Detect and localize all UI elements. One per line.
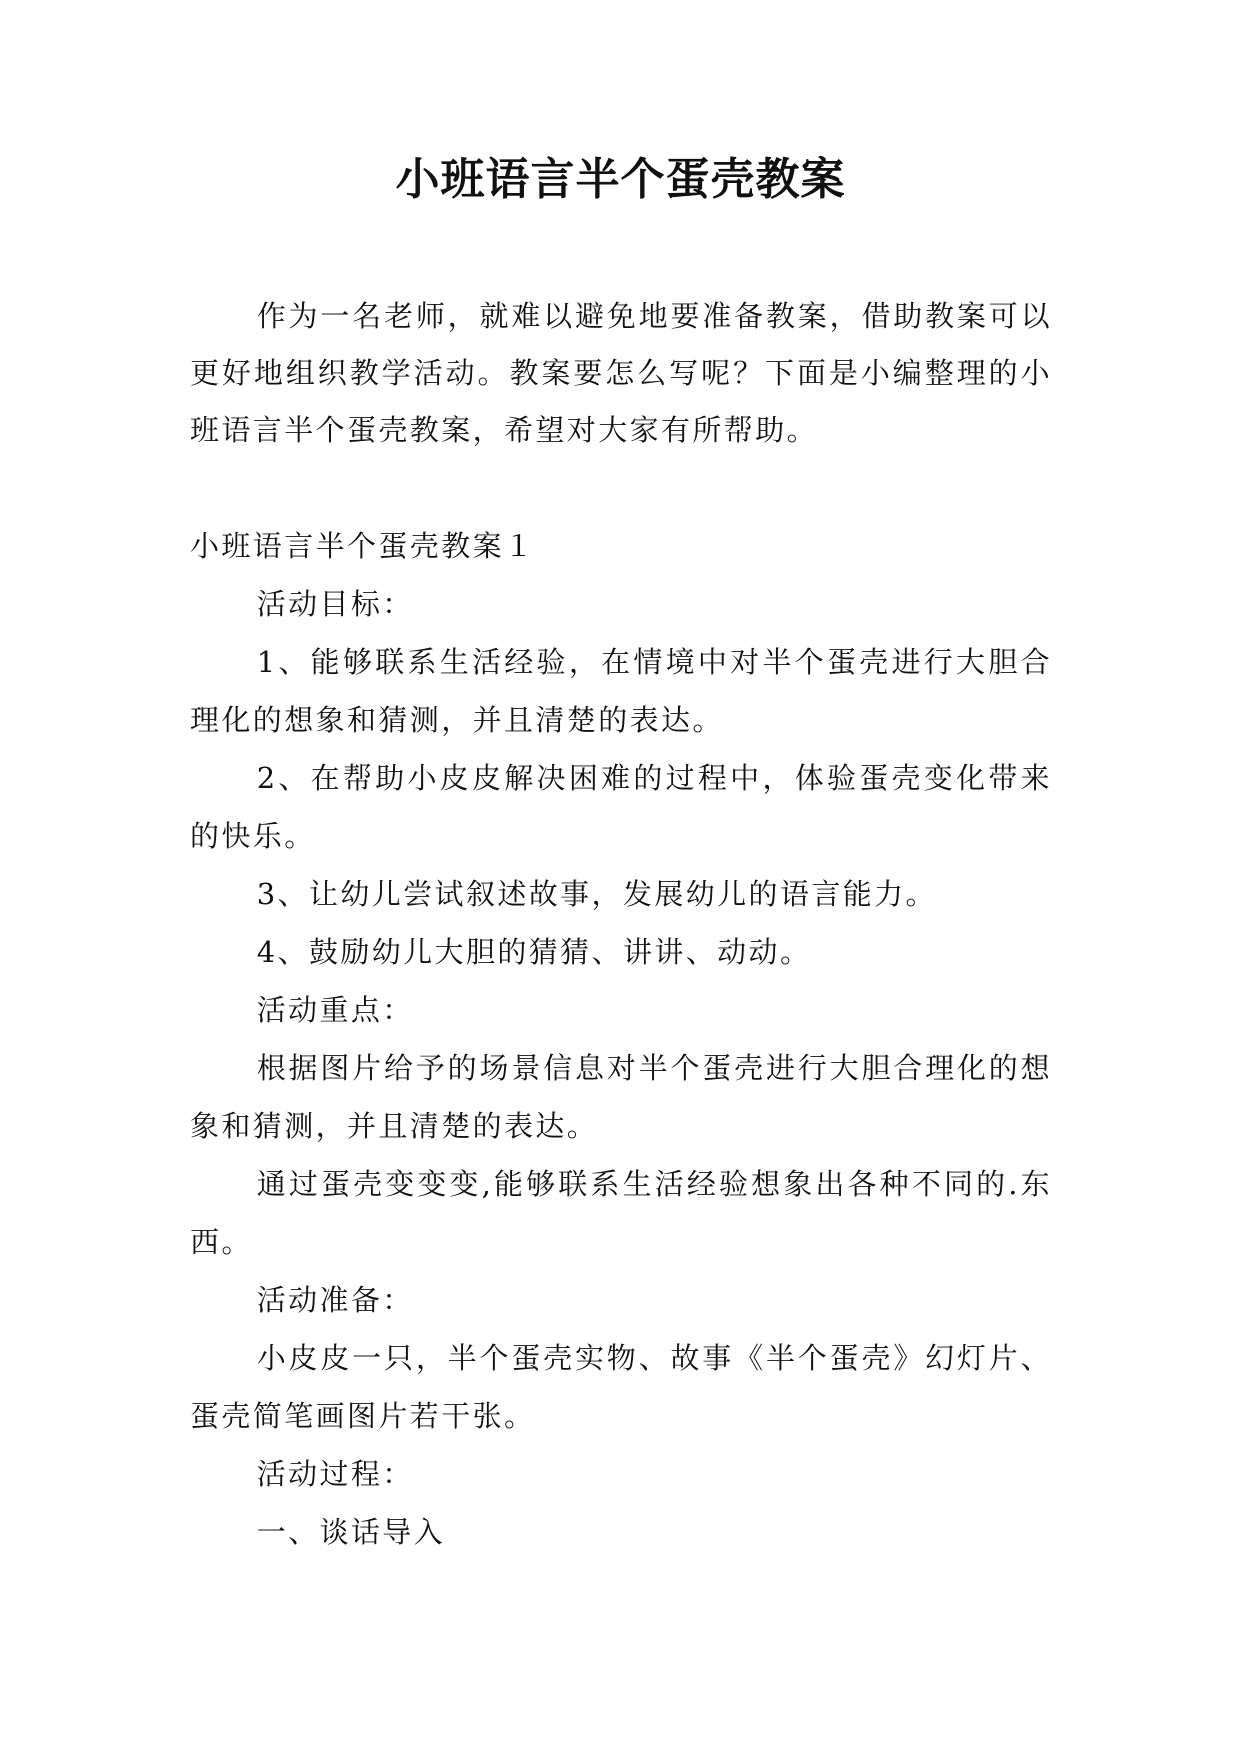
preparation-paragraph: 小皮皮一只，半个蛋壳实物、故事《半个蛋壳》幻灯片、蛋壳简笔画图片若干张。: [190, 1341, 1052, 1433]
document-body: [190, 288, 1052, 1561]
process-step-1: 一、谈话导入: [256, 1515, 446, 1549]
goal-item-2: 2、在帮助小皮皮解决困难的过程中，体验蛋壳变化带来的快乐。: [190, 761, 1052, 853]
goal-item-1: 1、能够联系生活经验，在情境中对半个蛋壳进行大胆合理化的想象和猜测，并且清楚的表达。: [190, 645, 1052, 737]
focus-paragraph-1: 根据图片给予的场景信息对半个蛋壳进行大胆合理化的想象和猜测，并且清楚的表达。: [190, 1051, 1052, 1143]
heading-activity-process: 活动过程：: [256, 1457, 414, 1491]
heading-activity-focus: 活动重点：: [256, 993, 414, 1027]
heading-activity-preparation: 活动准备：: [256, 1283, 414, 1317]
heading-activity-goals: 活动目标：: [256, 587, 414, 621]
goal-item-4: 4、鼓励幼儿大胆的猜猜、讲讲、动动。: [256, 935, 812, 969]
section-heading: 小班语言半个蛋壳教案１: [190, 529, 536, 563]
focus-paragraph-2: 通过蛋壳变变变,能够联系生活经验想象出各种不同的.东西。: [190, 1167, 1052, 1259]
goal-item-3: 3、让幼儿尝试叙述故事，发展幼儿的语言能力。: [256, 877, 937, 911]
intro-paragraph: 作为一名老师，就难以避免地要准备教案，借助教案可以更好地组织教学活动。教案要怎么写呢？下面是小编整理的小班语言半个蛋壳教案，希望对大家有所帮助。: [190, 299, 1052, 447]
document-title: 小班语言半个蛋壳教案: [395, 154, 846, 205]
